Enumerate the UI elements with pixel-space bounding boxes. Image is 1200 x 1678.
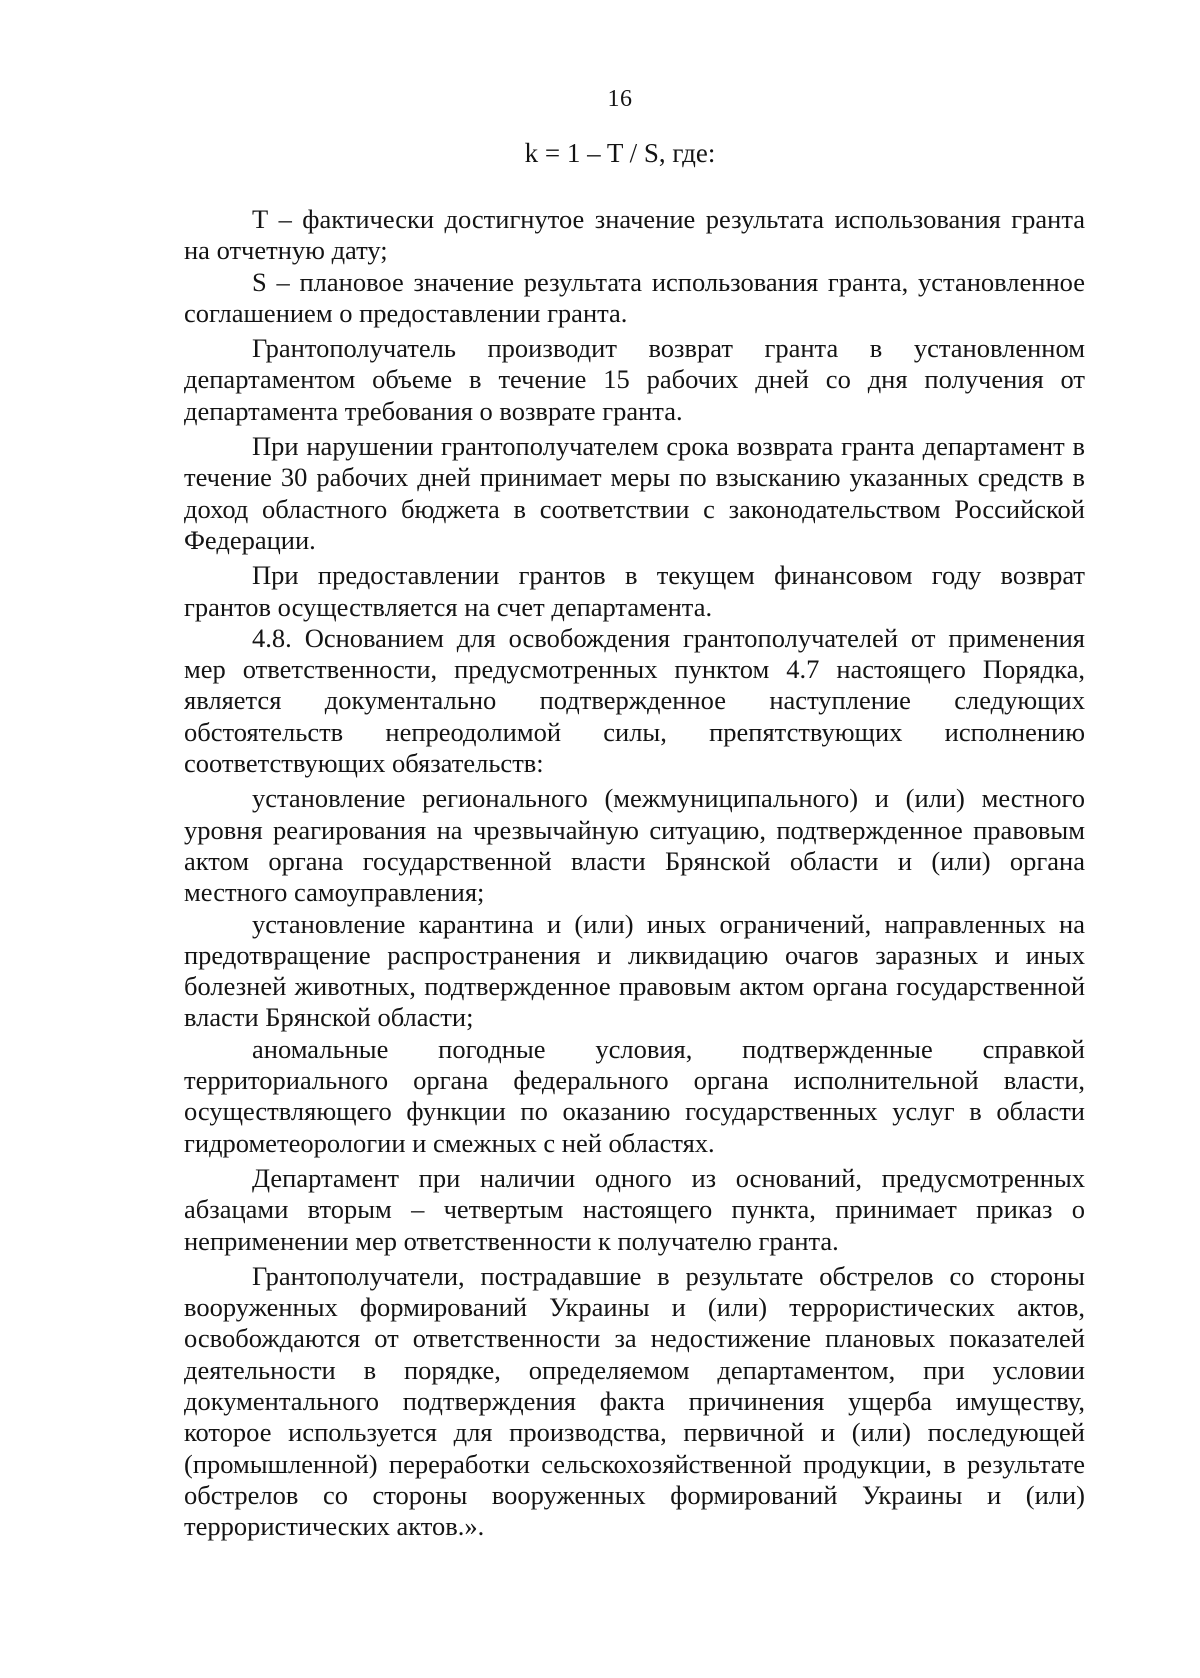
paragraph-return-violation: При нарушении грантополучателем срока возврата гранта департамент в течение 30 рабочих дней принимает меры по взысканию указанных средств в доход областного бюджета в соответствии с законодательством Российской Федерации. bbox=[184, 431, 1085, 555]
paragraph-grant-return: Грантополучатель производит возврат гранта в установленном департаментом объеме в течение 15 рабочих дней со дня получения от департамента требования о возврате гранта. bbox=[184, 333, 1085, 426]
paragraph-t-definition: Т – фактически достигнутое значение результата использования гранта на отчетную дату; bbox=[184, 204, 1085, 266]
paragraph-weather-conditions: аномальные погодные условия, подтвержденные справкой территориального органа федерального органа исполнительной власти, осуществляющего функции по оказанию государственных услуг в области гидрометеорологии и смежных с ней областях. bbox=[184, 1033, 1085, 1158]
paragraph-quarantine: установление карантина и (или) иных ограничений, направленных на предотвращение распространения и ликвидацию очагов заразных и иных болезней животных, подтвержденное правовым актом органа государственной власти Брянской области; bbox=[184, 908, 1085, 1033]
paragraph-department-order: Департамент при наличии одного из оснований, предусмотренных абзацами вторым – четвертым настоящего пункта, принимает приказ о неприменении мер ответственности к получателю гранта. bbox=[184, 1162, 1085, 1256]
document-body bbox=[184, 204, 1085, 1542]
formula: k = 1 – T / S, где: bbox=[524, 138, 716, 168]
paragraph-s-definition: S – плановое значение результата использования гранта, установленное соглашением о предоставлении гранта. bbox=[184, 266, 1085, 328]
paragraph-shelling-exemption: Грантополучатели, пострадавшие в результате обстрелов со стороны вооруженных формирований Украины и (или) террористических актов, освобождаются от ответственности за недостижение плановых показателей деятельности в порядке, определяемом департаментом, при условии документального подтверждения факта причинения ущерба имуществу, которое используется для производства, первичной и (или) последующей (промышленной) переработки сельскохозяйственной продукции, в результате обстрелов со стороны вооруженных формирований Украины и (или) террористических актов.». bbox=[184, 1260, 1085, 1542]
paragraph-emergency-response: установление регионального (межмуниципального) и (или) местного уровня реагирования на чрезвычайную ситуацию, подтвержденное правовым актом органа государственной власти Брянской области и (или) органа местного самоуправления; bbox=[184, 783, 1085, 908]
paragraph-section-4-8: 4.8. Основанием для освобождения грантополучателей от применения мер ответственности, предусмотренных пунктом 4.7 настоящего Порядка, является документально подтвержденное наступление следующих обстоятельств непреодолимой силы, препятствующих исполнению соответствующих обязательств: bbox=[184, 622, 1085, 779]
paragraph-current-year-return: При предоставлении грантов в текущем финансовом году возврат грантов осуществляется на счет департамента. bbox=[184, 560, 1085, 622]
page-number: 16 bbox=[607, 86, 633, 112]
